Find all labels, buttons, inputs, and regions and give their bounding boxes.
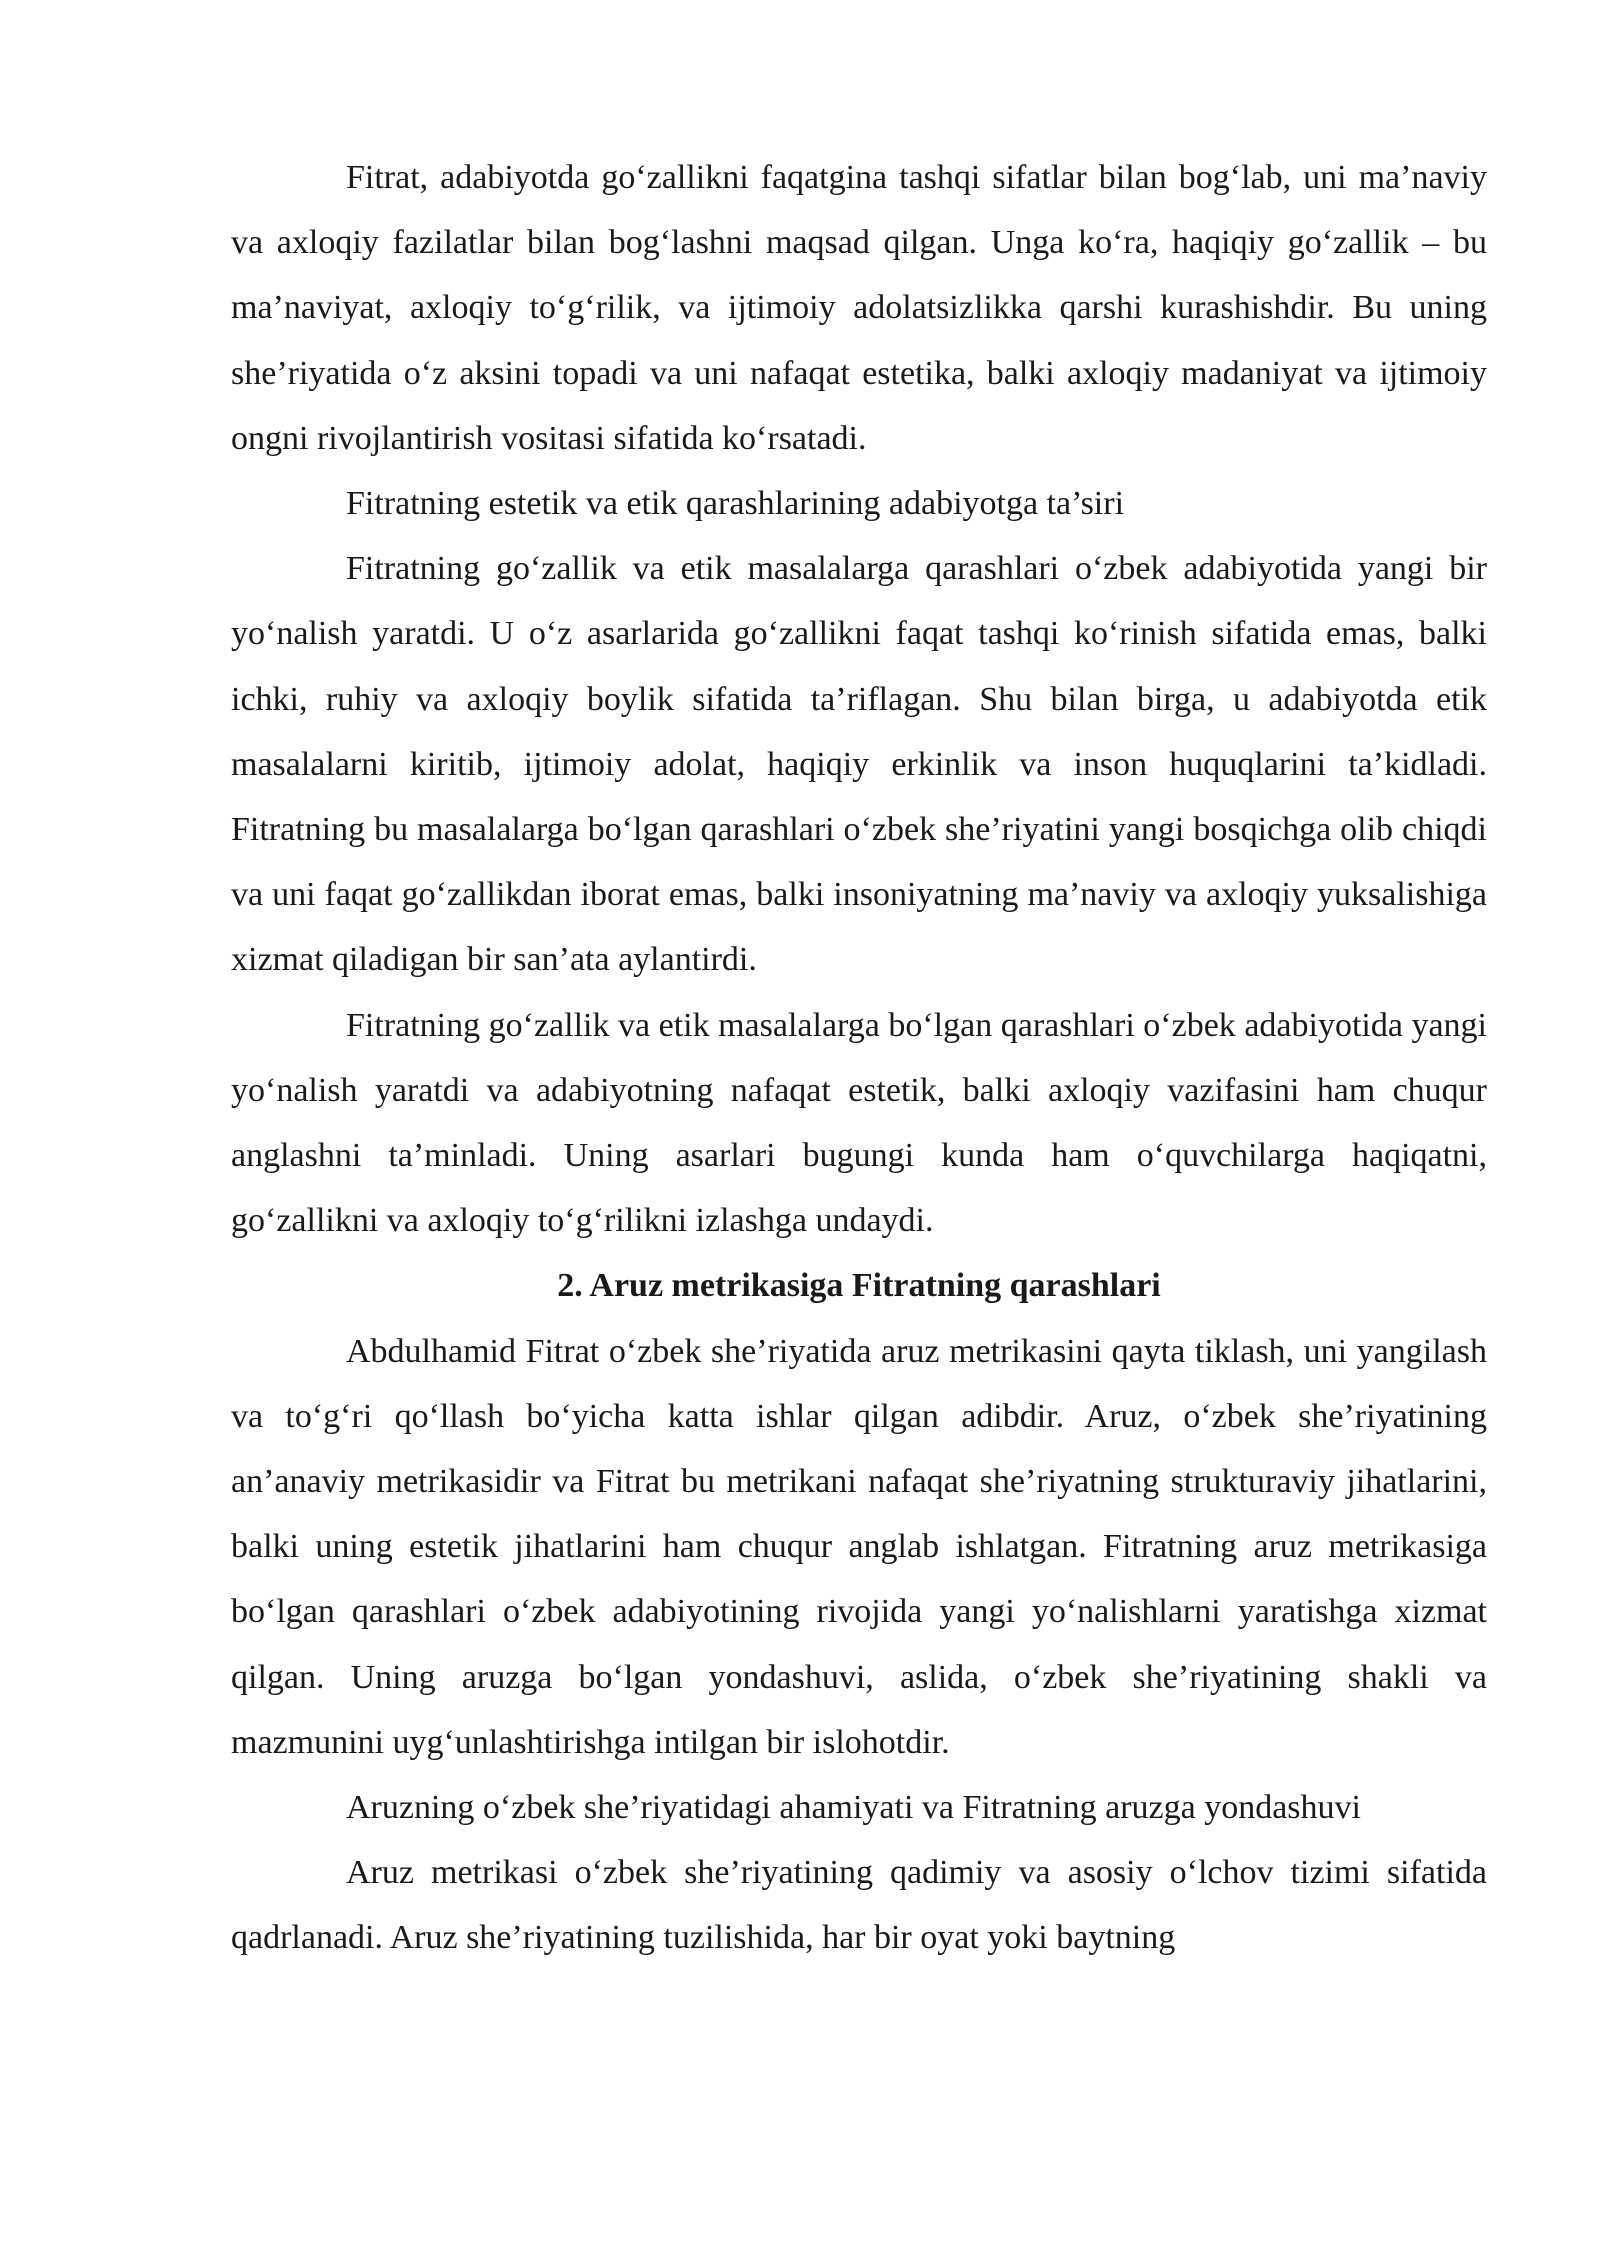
subheading-aruz-importance: Aruzning o‘zbek she’riyatidagi ahamiyati va Fitratning aruzga yondashuvi bbox=[346, 1789, 1361, 1827]
paragraph-new-direction: Fitratning go‘zallik va etik masalalarga qarashlari o‘zbek adabiyotida yangi bir yo‘nalish yaratdi. U o‘z asarlarida go‘zallikni faqat tashqi ko‘rinish sifatida emas, balki ichki, ruhiy va axloqiy boylik sifatida ta’riflagan. Shu bilan birga, u adabiyotda etik masalalarni kiritib, ijtimoiy adolat, haqiqiy erkinlik va inson huquqlarini ta’kidladi. Fitratning bu masalalarga bo‘lgan qarashlari o‘zbek she’riyatini yangi bosqichga olib chiqdi va uni faqat go‘zallikdan iborat emas, balki insoniyatning ma’naviy va axloqiy yuksalishiga xizmat qiladigan bir san’ata aylantirdi. bbox=[231, 550, 1487, 979]
document-page bbox=[231, 145, 1487, 1971]
subheading-aesthetic-influence: Fitratning estetik va etik qarashlarining adabiyotga ta’siri bbox=[346, 485, 1125, 523]
section-heading-aruz: 2. Aruz metrikasiga Fitratning qarashlari bbox=[557, 1267, 1161, 1305]
paragraph-beauty-morality: Fitrat, adabiyotda go‘zallikni faqatgina tashqi sifatlar bilan bog‘lab, uni ma’naviy va axloqiy fazilatlar bilan bog‘lashni maqsad qilgan. Unga ko‘ra, haqiqiy go‘zallik – bu ma’naviyat, axloqiy to‘g‘rilik, va ijtimoiy adolatsizlikka qarshi kurashishdir. Bu uning she’riyatida o‘z aksini topadi va uni nafaqat estetika, balki axloqiy madaniyat va ijtimoiy ongni rivojlantirish vositasi sifatida ko‘rsatadi. bbox=[231, 159, 1487, 457]
paragraph-aruz-metric: Aruz metrikasi o‘zbek she’riyatining qadimiy va asosiy o‘lchov tizimi sifatida qadrlanadi. Aruz she’riyatining tuzilishida, har bir oyat yoki baytning bbox=[231, 1854, 1487, 1957]
paragraph-aruz-revival: Abdulhamid Fitrat o‘zbek she’riyatida aruz metrikasini qayta tiklash, uni yangilash va to‘g‘ri qo‘llash bo‘yicha katta ishlar qilgan adibdir. Aruz, o‘zbek she’riyatining an’anaviy metrikasidir va Fitrat bu metrikani nafaqat she’riyatning strukturaviy jihatlarini, balki uning estetik jihatlarini ham chuqur anglab ishlatgan. Fitratning aruz metrikasiga bo‘lgan qarashlari o‘zbek adabiyotining rivojida yangi yo‘nalishlarni yaratishga xizmat qilgan. Uning aruzga bo‘lgan yondashuvi, aslida, o‘zbek she’riyatining shakli va mazmunini uyg‘unlashtirishga intilgan bir islohotdir. bbox=[231, 1332, 1487, 1761]
paragraph-summary: Fitratning go‘zallik va etik masalalarga bo‘lgan qarashlari o‘zbek adabiyotida yangi yo‘nalish yaratdi va adabiyotning nafaqat estetik, balki axloqiy vazifasini ham chuqur anglashni ta’minladi. Uning asarlari bugungi kunda ham o‘quvchilarga haqiqatni, go‘zallikni va axloqiy to‘g‘rilikni izlashga undaydi. bbox=[231, 1006, 1487, 1240]
